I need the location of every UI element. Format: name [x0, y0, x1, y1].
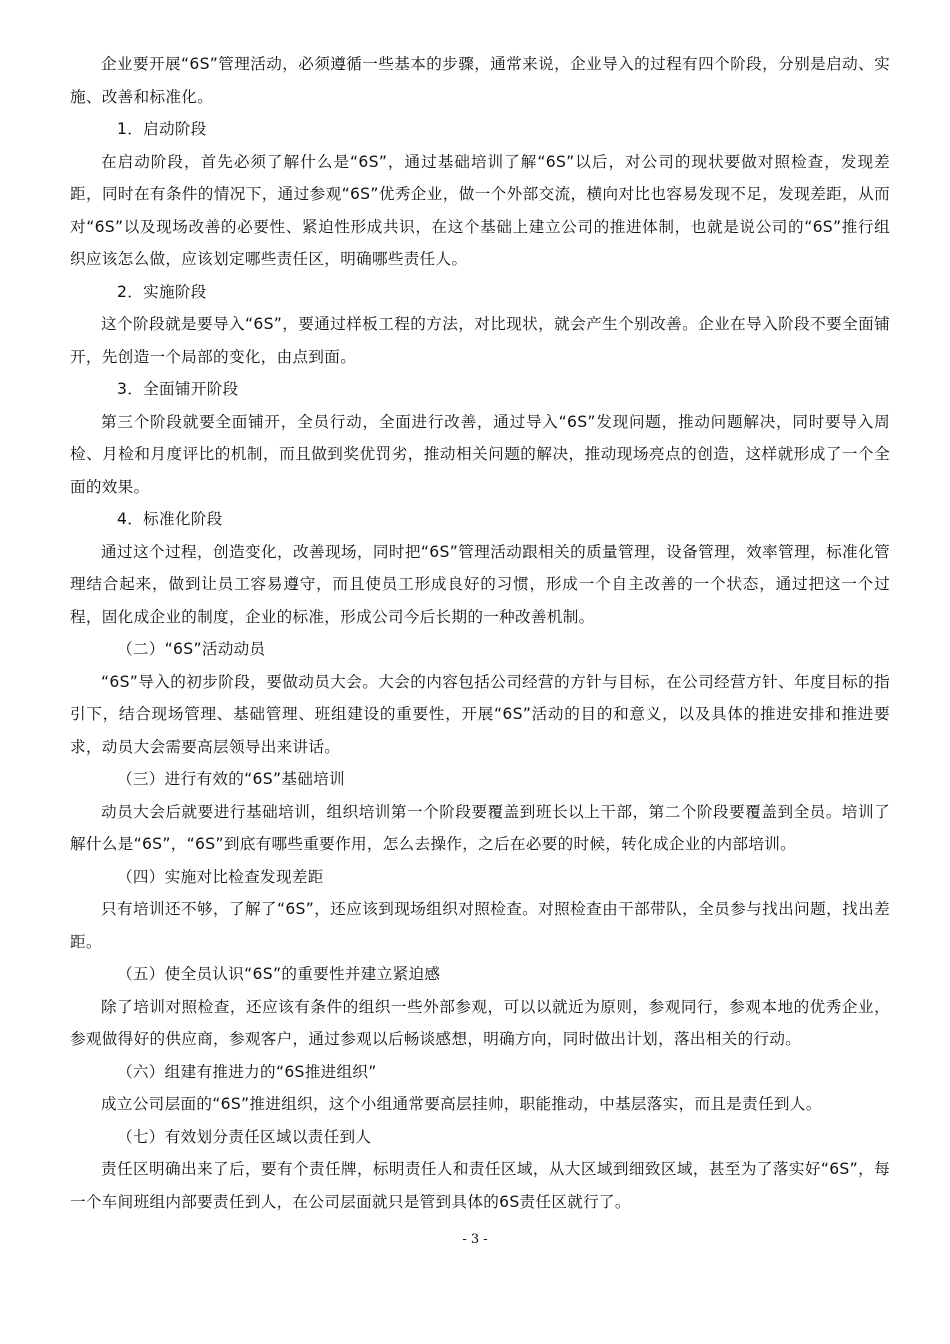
document-body: [70, 48, 890, 1218]
start-stage-paragraph: 在启动阶段，首先必须了解什么是“6S”，通过基础培训了解“6S”以后，对公司的现状要做对照检查，发现差距，同时在有条件的情况下，通过参观“6S”优秀企业，做一个外部交流，横向对比也容易发现不足，发现差距，从而对“6S”以及现场改善的必要性、紧迫性形成共识，在这个基础上建立公司的推进体制，也就是说公司的“6S”推行组织应该怎么做，应该划定哪些责任区，明确哪些责任人。: [70, 152, 890, 268]
section-5-paragraph: 除了培训对照检查，还应该有条件的组织一些外部参观，可以以就近为原则，参观同行，参观本地的优秀企业，参观做得好的供应商，参观客户，通过参观以后畅谈感想，明确方向，同时做出计划，落出相关的行动。: [70, 997, 890, 1048]
heading-rollout-stage: 3．全面铺开阶段: [117, 380, 239, 398]
section-2-paragraph: “6S”导入的初步阶段，要做动员大会。大会的内容包括公司经营的方针与目标，在公司经营方针、年度目标的指引下，结合现场管理、基础管理、班组建设的重要性，开展“6S”活动的目的和意义，以及具体的推进安排和推进要求，动员大会需要高层领导出来讲话。: [70, 672, 890, 756]
heading-section-3: （三）进行有效的“6S”基础培训: [117, 770, 345, 788]
rollout-stage-paragraph: 第三个阶段就要全面铺开，全员行动，全面进行改善，通过导入“6S”发现问题，推动问题解决，同时要导入周检、月检和月度评比的机制，而且做到奖优罚劣，推动相关问题的解决，推动现场亮点的创造，这样就形成了一个全面的效果。: [70, 412, 890, 496]
page-number: - 3 -: [462, 1232, 488, 1247]
heading-section-2: （二）“6S”活动动员: [117, 640, 266, 658]
section-7-paragraph: 责任区明确出来了后，要有个责任牌，标明责任人和责任区域，从大区域到细致区域，甚至为了落实好“6S”，每一个车间班组内部要责任到人，在公司层面就只是管到具体的6S责任区就行了。: [70, 1160, 890, 1211]
heading-section-6: （六）组建有推进力的“6S推进组织”: [117, 1062, 377, 1081]
intro-paragraph: 企业要开展“6S”管理活动，必须遵循一些基本的步骤，通常来说，企业导入的过程有四个阶段，分别是启动、实施、改善和标准化。: [70, 55, 890, 106]
standard-stage-paragraph: 通过这个过程，创造变化，改善现场，同时把“6S”管理活动跟相关的质量管理，设备管理，效率管理，标准化管理结合起来，做到让员工容易遵守，而且使员工形成良好的习惯，形成一个自主改善的一个状态，通过把这一个过程，固化成企业的制度，企业的标准，形成公司今后长期的一种改善机制。: [70, 542, 890, 626]
section-3-paragraph: 动员大会后就要进行基础培训，组织培训第一个阶段要覆盖到班长以上干部，第二个阶段要覆盖到全员。培训了解什么是“6S”，“6S”到底有哪些重要作用，怎么去操作，之后在必要的时候，转化成企业的内部培训。: [70, 802, 890, 853]
heading-standard-stage: 4．标准化阶段: [117, 510, 223, 528]
section-4-paragraph: 只有培训还不够，了解了“6S”，还应该到现场组织对照检查。对照检查由干部带队，全员参与找出问题，找出差距。: [70, 900, 890, 951]
heading-implement-stage: 2．实施阶段: [117, 282, 207, 301]
heading-section-7: （七）有效划分责任区域以责任到人: [117, 1127, 372, 1146]
heading-section-5: （五）使全员认识“6S”的重要性并建立紧迫感: [117, 965, 441, 983]
heading-start-stage: 1．启动阶段: [117, 120, 207, 138]
section-6-paragraph: 成立公司层面的“6S”推进组织，这个小组通常要高层挂帅，职能推动，中基层落实，而且是责任到人。: [101, 1095, 822, 1113]
heading-section-4: （四）实施对比检查发现差距: [117, 867, 324, 886]
implement-stage-paragraph: 这个阶段就是要导入“6S”，要通过样板工程的方法，对比现状，就会产生个别改善。企业在导入阶段不要全面铺开，先创造一个局部的变化，由点到面。: [70, 315, 890, 366]
